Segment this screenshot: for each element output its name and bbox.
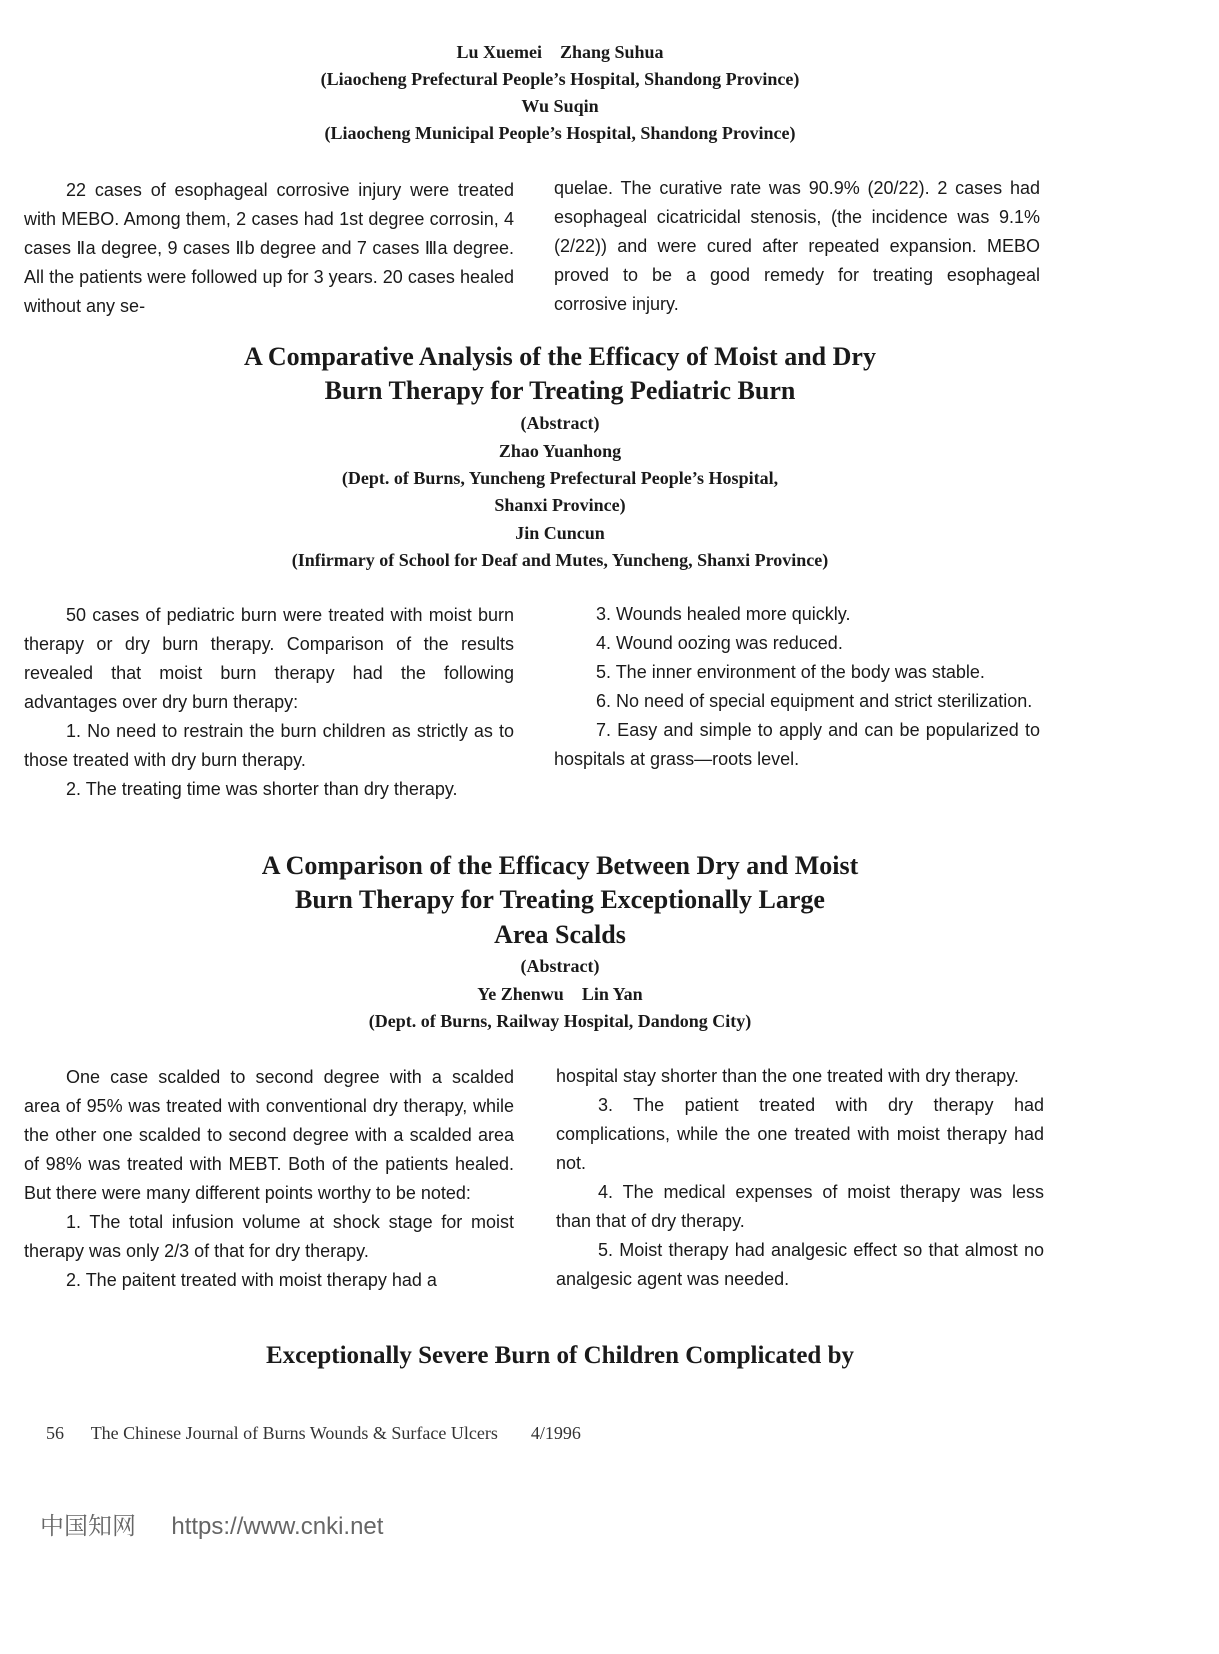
page-number: 56 [46,1423,64,1443]
article2-affiliation1-line2: Shanxi Province) [494,495,626,515]
article1-author2: Wu Suqin [521,96,599,116]
article2-title-line1: A Comparative Analysis of the Efficacy of Moist and Dry [244,342,876,371]
list-item: 3. Wounds healed more quickly. [596,604,851,624]
list-item: 5. The inner environment of the body was stable. [596,662,985,682]
list-item: 6. No need of special equipment and strict sterilization. [596,691,1033,711]
list-item: 3. The patient treated with dry therapy had complications, while the one treated with moist therapy had not. [556,1095,1044,1173]
paragraph: hospital stay shorter than the one treated with dry therapy. [556,1066,1019,1086]
list-item: 7. Easy and simple to apply and can be popularized to hospitals at grass—roots level. [554,720,1040,769]
article3-title-line1: A Comparison of the Efficacy Between Dry and Moist [261,851,859,880]
article2-title-line2: Burn Therapy for Treating Pediatric Burn [324,376,796,405]
article2-author1: Zhao Yuanhong [498,441,622,461]
article3-left-column [24,1063,514,1295]
journal-name: The Chinese Journal of Burns Wounds & Surface Ulcers [90,1423,498,1443]
article2-affiliation2: (Infirmary of School for Deaf and Mutes, Yuncheng, Shanxi Province) [291,550,829,570]
paragraph: 50 cases of pediatric burn were treated with moist burn therapy or dry burn therapy. Comparison of the results revealed that moist burn therapy had the following advantages over dry burn therapy: [24,605,514,712]
article3-title-line3: Area Scalds [494,920,626,949]
article3-affiliation: (Dept. of Burns, Railway Hospital, Dandong City) [368,1011,752,1031]
article4-title-line1: Exceptionally Severe Burn of Children Complicated by [266,1342,854,1369]
article1-right-column [554,174,1040,319]
article2-affiliation1-line1: (Dept. of Burns, Yuncheng Prefectural People’s Hospital, [341,468,779,488]
paragraph: quelae. The curative rate was 90.9% (20/22). 2 cases had esophageal cicatricidal stenosis, (the incidence was 9.1% (2/22)) and were cured after repeated expansion. MEBO proved to be a good remedy for treating esophageal corrosive injury. [554,178,1040,314]
paragraph: One case scalded to second degree with a scalded area of 95% was treated with conventional dry therapy, while the other one scalded to second degree with a scalded area of 98% was treated with MEBT. Both of the patients healed. But there were many different points worthy to be noted: [24,1067,514,1203]
list-item: 4. Wound oozing was reduced. [596,633,843,653]
article3-right-column [556,1062,1044,1294]
cnki-watermark [40,1506,383,1541]
article1-authors: Lu Xuemei Zhang Suhua [456,42,664,62]
article2-abstract-label: (Abstract) [520,413,600,433]
cnki-url[interactable]: https://www.cnki.net [171,1513,384,1540]
article3-abstract-label: (Abstract) [520,956,600,976]
article1-left-column [24,176,514,321]
list-item: 5. Moist therapy had analgesic effect so that almost no analgesic agent was needed. [556,1240,1044,1289]
list-item: 2. The treating time was shorter than dry therapy. [66,779,458,799]
article2-left-column [24,601,514,804]
list-item: 1. The total infusion volume at shock stage for moist therapy was only 2/3 of that for dry therapy. [24,1212,514,1261]
article1-affiliation: (Liaocheng Prefectural People’s Hospital, Shandong Province) [320,69,800,89]
list-item: 2. The paitent treated with moist therapy had a [66,1270,437,1290]
article3-authors: Ye Zhenwu Lin Yan [477,984,643,1004]
article2-author2: Jin Cuncun [515,523,605,543]
article2-right-column [554,600,1040,774]
article1-affiliation2: (Liaocheng Municipal People’s Hospital, Shandong Province) [324,123,796,143]
list-item: 4. The medical expenses of moist therapy was less than that of dry therapy. [556,1182,1044,1231]
cnki-logo-text: 中国知网 [40,1512,136,1540]
page-footer [46,1423,581,1444]
paragraph: 22 cases of esophageal corrosive injury were treated with MEBO. Among them, 2 cases had 1st degree corrosin, 4 cases Ⅱa degree, 9 cases Ⅱb degree and 7 cases Ⅲa degree. All the patients were followed up for 3 years. 20 cases healed without any se- [24,180,514,316]
issue-number: 4/1996 [530,1423,581,1443]
article3-title-line2: Burn Therapy for Treating Exceptionally Large [295,885,825,914]
list-item: 1. No need to restrain the burn children as strictly as to those treated with dry burn therapy. [24,721,514,770]
